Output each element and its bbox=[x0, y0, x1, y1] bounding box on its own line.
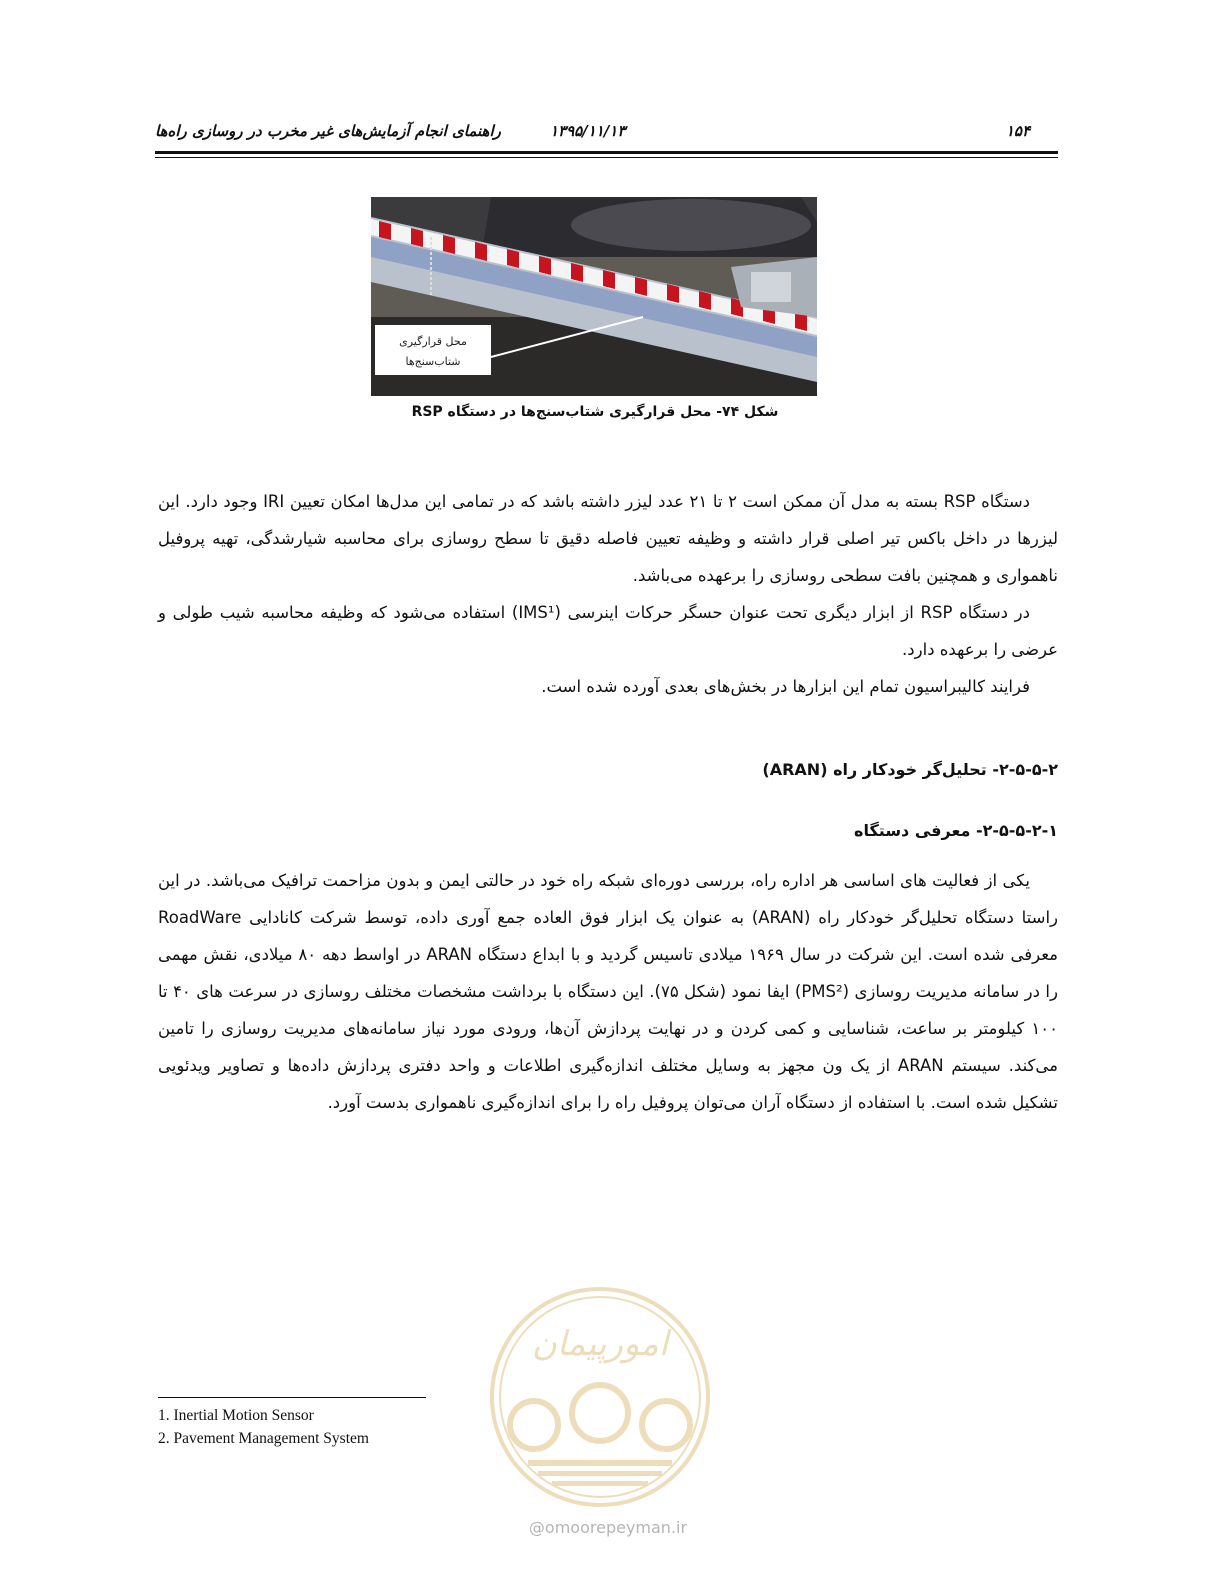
paragraph-rsp-lasers: دستگاه RSP بسته به مدل آن ممکن است ۲ تا ۲۱ عدد لیزر داشته باشد که در تمامی این مدل‌ها امکان تعیین IRI وجود دارد. این لیزرها در داخل باکس تیر اصلی قرار داشته و وظیفه تعیین فاصله دقیق تا سطح روسازی برای محاسبه شیارشدگی، تهیه پروفیل ناهمواری و همچنین بافت سطحی روسازی را برعهده می‌باشد. bbox=[158, 492, 1058, 585]
watermark-url: @omoorepeyman.ir bbox=[528, 1518, 688, 1537]
paragraph-aran-intro: یکی از فعالیت های اساسی هر اداره راه، بررسی دوره‌ای شبکه راه خود در حالتی ایمن و بدون مزاحمت ترافیک می‌باشد. در این راستا دستگاه تحلیل‌گر خودکار راه (ARAN) به عنوان یک ابزار فوق العاده جمع آوری داده، توسط شرکت کانادایی RoadWare معرفی شده است. این شرکت در سال ۱۹۶۹ میلادی تاسیس گردید و با ابداع دستگاه ARAN در اواسط دهه ۸۰ میلادی، نقش مهمی را در سامانه مدیریت روسازی (PMS²) ایفا نمود (شکل ۷۵). این دستگاه با برداشت مشخصات مختلف روسازی در سرعت های ۴۰ تا ۱۰۰ کیلومتر بر ساعت، شناسایی و کمی کردن و در نهایت پردازش آن‌ها، ورودی مورد نیاز سامانه‌های مدیریت روسازی را تامین می‌کند. سیستم ARAN از یک ون مجهز به وسایل مختلف اندازه‌گیری اطلاعات و واحد دفتری پردازش داده‌ها و تصاویر ویدئویی تشکیل شده است. با استفاده از دستگاه آران می‌توان پروفیل راه را برای اندازه‌گیری ناهمواری بدست آورد. bbox=[158, 871, 1058, 1112]
watermark-seal bbox=[486, 1285, 714, 1509]
paragraph-rsp-ims: در دستگاه RSP از ابزار دیگری تحت عنوان حسگر حرکات اینرسی (IMS¹) استفاده می‌شود که وظیفه محاسبه شیب طولی و عرضی را برعهده دارد. bbox=[158, 603, 1058, 659]
footnote-1: 1. Inertial Motion Sensor bbox=[158, 1407, 314, 1424]
body-section-rsp bbox=[158, 483, 1058, 705]
body-section-aran bbox=[158, 862, 1058, 1121]
header-rule-thin bbox=[155, 157, 1058, 158]
callout-line-1: محل قرارگیری bbox=[399, 335, 467, 348]
section-heading-aran: ۲-۵-۵-۲- تحلیل‌گر خودکار راه (ARAN) bbox=[762, 760, 1058, 779]
callout-line-2: شتاب‌سنج‌ها bbox=[405, 355, 461, 368]
figure-caption: شکل ۷۴- محل قرارگیری شتاب‌سنج‌ها در دستگاه RSP bbox=[411, 404, 779, 420]
subsection-heading-intro: ۲-۵-۵-۲-۱- معرفی دستگاه bbox=[854, 821, 1058, 840]
header-date: ۱۳۹۵/۱۱/۱۳ bbox=[550, 122, 626, 140]
rsp-photo-drawing bbox=[371, 197, 817, 396]
running-header bbox=[155, 116, 1058, 146]
paragraph-calibration: فرایند کالیبراسیون تمام این ابزارها در بخش‌های بعدی آورده شده است. bbox=[541, 677, 1030, 696]
footnote-2: 2. Pavement Management System bbox=[158, 1430, 369, 1447]
header-rule-thick bbox=[155, 151, 1058, 154]
footnote-rule bbox=[158, 1397, 426, 1398]
seal-text: امورپیمان bbox=[531, 1324, 669, 1364]
rsp-device-photo bbox=[371, 197, 817, 396]
seal-logo bbox=[486, 1285, 714, 1509]
header-title: راهنمای انجام آزمایش‌های غیر مخرب در روسازی راه‌ها bbox=[155, 122, 501, 140]
page-number: ۱۵۴ bbox=[1005, 122, 1030, 140]
